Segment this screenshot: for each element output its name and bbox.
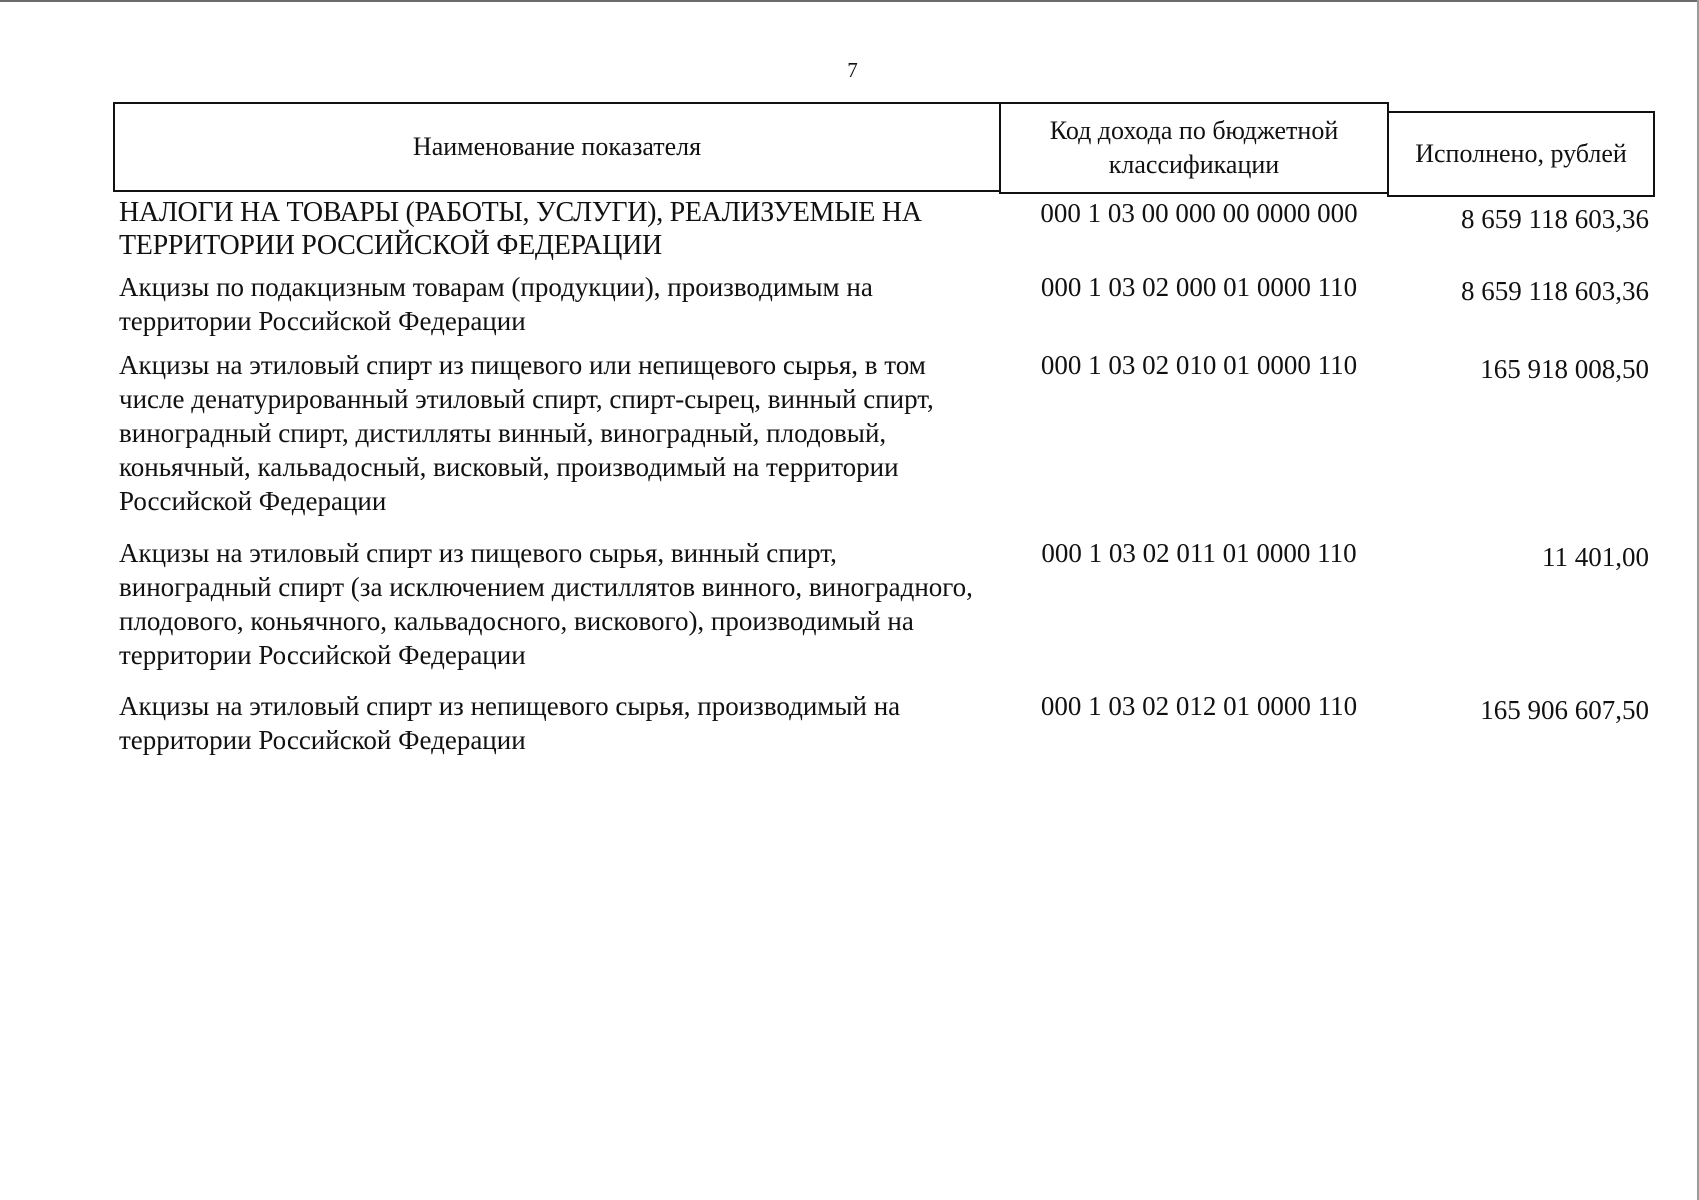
revenue-code: 000 1 03 02 011 01 0000 110 — [1041, 538, 1357, 568]
scan-edge-top — [0, 0, 1699, 2]
header-revenue-code: Код дохода по бюджетной классификации — [999, 102, 1389, 194]
page-number: 7 — [847, 58, 858, 82]
executed-amount: 11 401,00 — [1542, 542, 1649, 572]
budget-execution-table — [113, 102, 1655, 759]
executed-amount: 165 906 607,50 — [1480, 695, 1649, 725]
indicator-name: Акцизы на этиловый спирт из непищевого сырья, производимый на территории Российской Федерации — [119, 691, 901, 755]
table-row — [113, 348, 1655, 528]
table-row — [113, 196, 1655, 262]
table-row — [113, 536, 1655, 681]
table-header-row — [113, 102, 1655, 194]
executed-amount: 8 659 118 603,36 — [1461, 276, 1649, 306]
indicator-name: Акцизы по подакцизным товарам (продукции), производимым на территории Российской Федерации — [119, 272, 873, 336]
executed-amount: 8 659 118 603,36 — [1461, 204, 1649, 234]
executed-amount: 165 918 008,50 — [1480, 354, 1649, 384]
indicator-name: Акцизы на этиловый спирт из пищевого сырья, винный спирт, виноградный спирт (за исключением дистиллятов винного, виноградного, плодового, коньячного, кальвадосного, вискового), производимый на территории Российской Федерации — [119, 538, 973, 670]
header-executed-amount: Исполнено, рублей — [1387, 111, 1655, 197]
table-row — [113, 689, 1655, 759]
revenue-code: 000 1 03 00 000 00 0000 000 — [1040, 198, 1358, 228]
indicator-name: Акцизы на этиловый спирт из пищевого или непищевого сырья, в том числе денатурированный этиловый спирт, спирт-сырец, винный спирт, виноградный спирт, дистилляты винный, виноградный, плодовый, коньячный, кальвадосный, висковый, производимый на территории Российской Федерации — [119, 350, 934, 516]
revenue-code: 000 1 03 02 000 01 0000 110 — [1040, 272, 1358, 302]
header-indicator-name: Наименование показателя — [113, 102, 1001, 192]
revenue-code: 000 1 03 02 012 01 0000 110 — [1040, 691, 1358, 721]
table-row — [113, 270, 1655, 340]
revenue-code: 000 1 03 02 010 01 0000 110 — [1040, 350, 1358, 380]
indicator-name: НАЛОГИ НА ТОВАРЫ (РАБОТЫ, УСЛУГИ), РЕАЛИЗУЕМЫЕ НА ТЕРРИТОРИИ РОССИЙСКОЙ ФЕДЕРАЦИИ — [119, 197, 922, 261]
